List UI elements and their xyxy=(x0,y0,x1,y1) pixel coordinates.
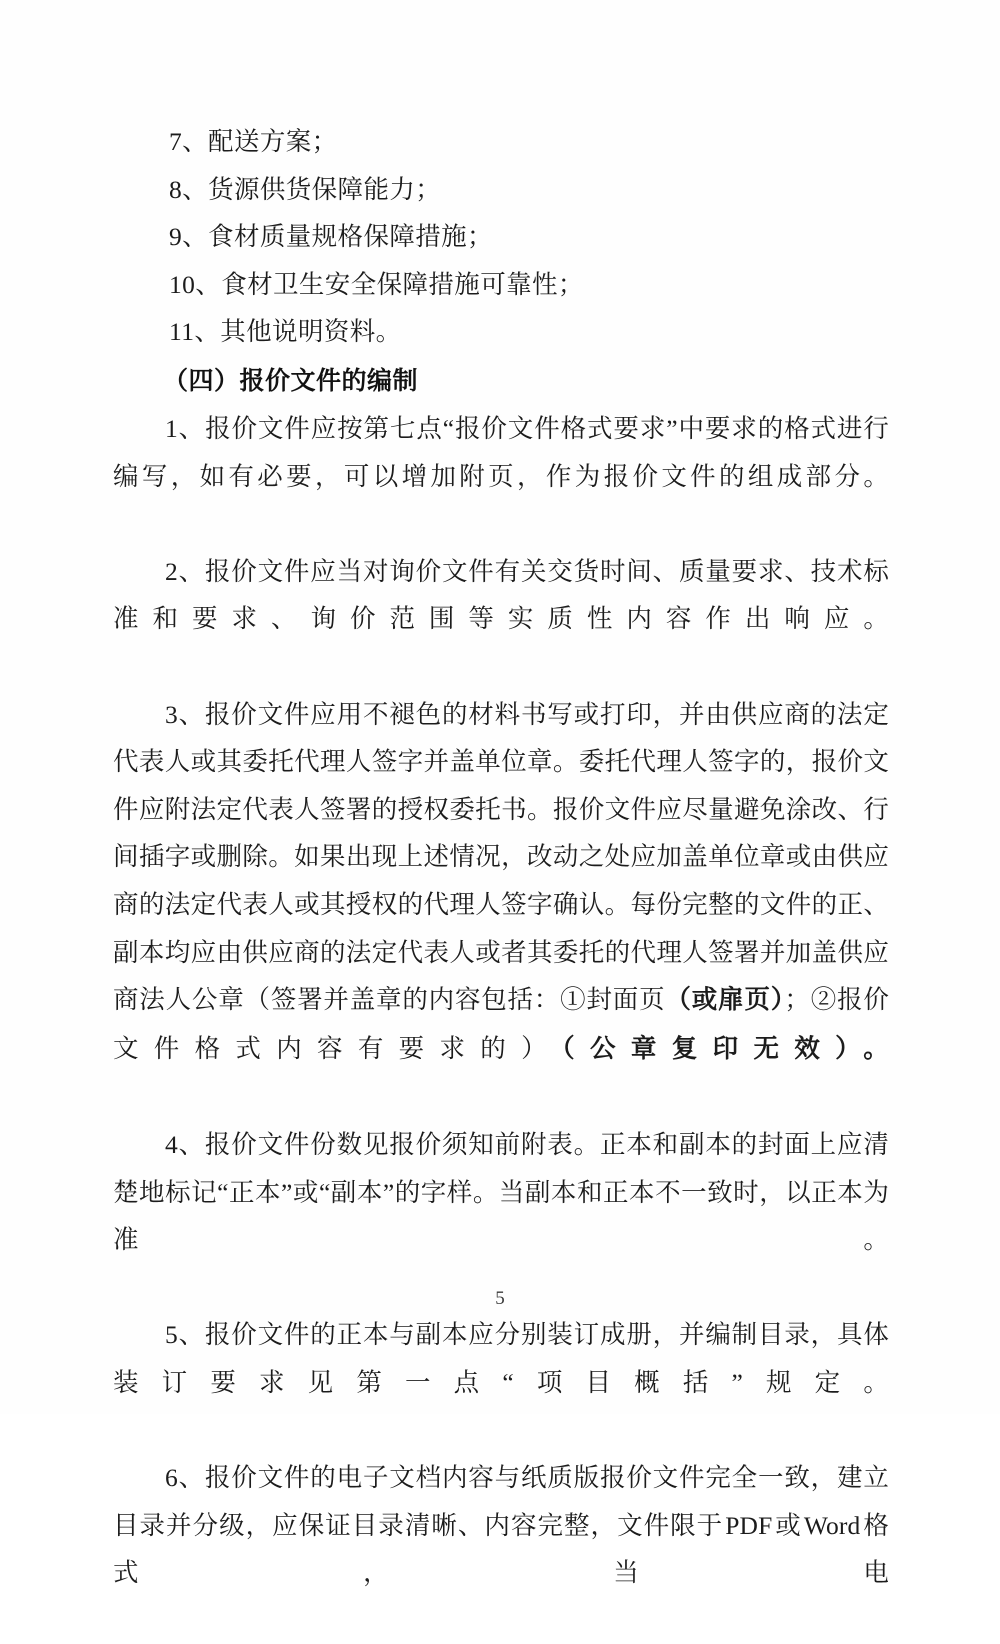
section-heading: （四）报价文件的编制 xyxy=(163,366,419,395)
paragraph-3 xyxy=(113,691,889,1121)
list-item: 11、其他说明资料。 xyxy=(169,317,402,346)
paragraph-3-bold-cover-page: （或扉页） xyxy=(665,986,785,1015)
format-pdf-label: PDF xyxy=(725,1510,773,1540)
paragraph-2: 2、报价文件应当对询价文件有关交货时间、质量要求、技术标准和要求、询价范围等实质性内容作出响应。 xyxy=(113,556,889,634)
format-word-label: Word xyxy=(803,1510,861,1540)
list-item: 7、配送方案； xyxy=(169,127,338,156)
page-content xyxy=(113,118,889,1644)
list-item: 8、货源供货保障能力； xyxy=(169,174,442,204)
page-number: 5 xyxy=(495,1288,505,1309)
paragraph-4: 4、报价文件份数见报价须知前附表。正本和副本的封面上应清楚地标记“正本”或“副本”的字样。当副本和正本不一致时，以正本为准。 xyxy=(113,1129,889,1255)
paragraph-6-text-b: 格式，当电 xyxy=(113,1510,889,1588)
paragraph-3-text-c: 。 xyxy=(863,1034,889,1063)
paragraph-3-text-a: 3、报价文件应用不褪色的材料书写或打印，并由供应商的法定代表人或其委托代理人签字并盖单位章。委托代理人签字的，报价文件应附法定代表人签署的授权委托书。报价文件应尽量避免涂改、行间插字或删除。如果出现上述情况，改动之处应加盖单位章或由供应商的法定代表人或其授权的代理人签字确认。每份完整的文件的正、副本均应由供应商的法定代表人或者其委托的代理人签署并加盖供应商法人公章（签署并盖章的内容包括：①封面页 xyxy=(113,699,889,1015)
paragraph-6-conjunction: 或 xyxy=(774,1510,802,1540)
list-item: 9、食材质量规格保障措施； xyxy=(169,222,493,251)
list-item: 10、食材卫生安全保障措施可靠性； xyxy=(169,269,584,299)
paragraph-3-text-b: ；②报价文件格式内容有要求的） xyxy=(113,985,889,1063)
paragraph-3-bold-seal-notice: （公章复印无效） xyxy=(561,1034,864,1063)
paragraph-6-text-a: 6、报价文件的电子文档内容与纸质版报价文件完全一致，建立目录并分级，应保证目录清晰、内容完整，文件限于 xyxy=(113,1463,889,1540)
paragraph-1: 1、报价文件应按第七点“报价文件格式要求”中要求的格式进行编写，如有必要，可以增加附页，作为报价文件的组成部分。 xyxy=(113,414,889,491)
paragraph-6 xyxy=(113,1454,889,1644)
paragraph-5: 5、报价文件的正本与副本应分别装订成册，并编制目录，具体装订要求见第一点“项目概括”规定。 xyxy=(113,1320,889,1397)
